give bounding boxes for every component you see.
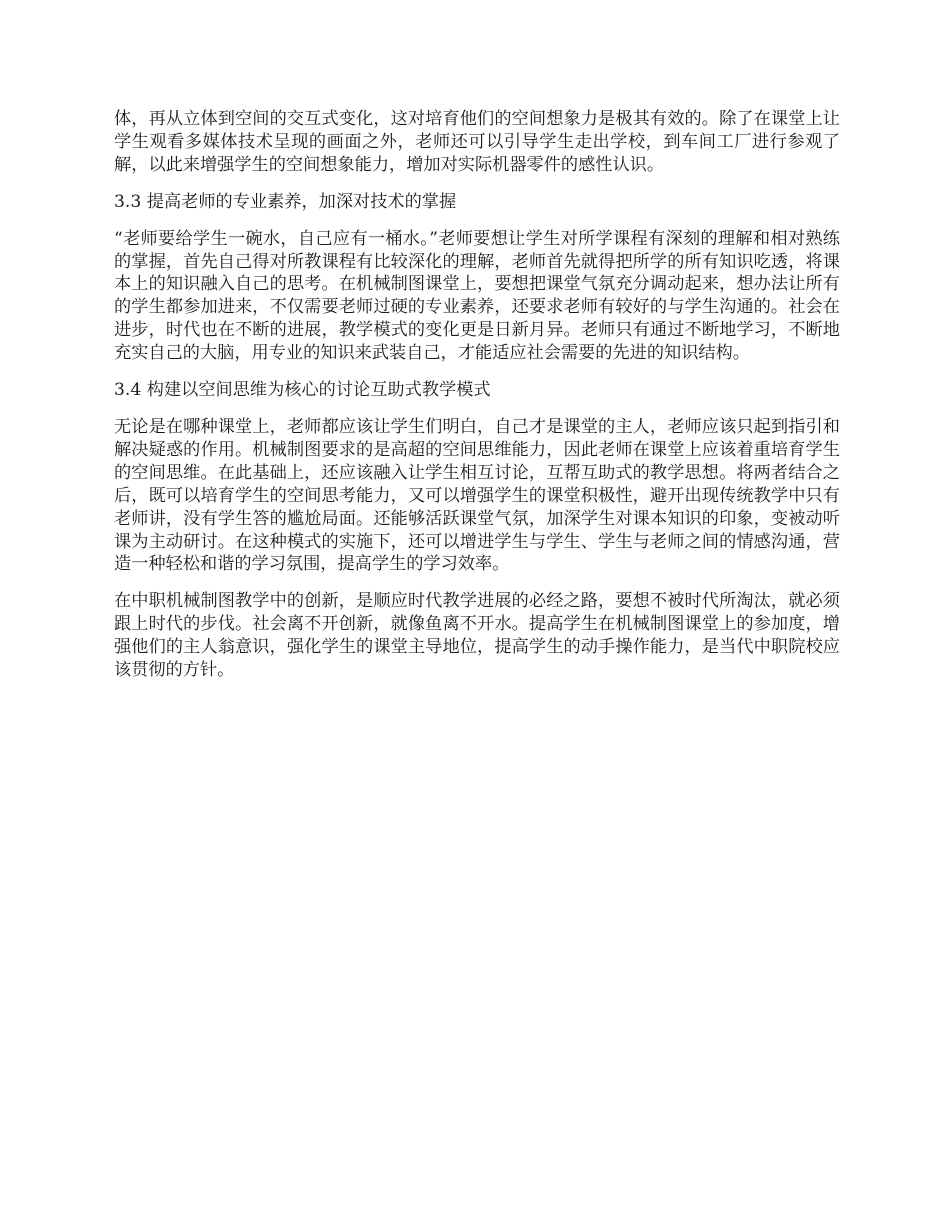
body-paragraph: “老师要给学生一碗水，自己应有一桶水。”老师要想让学生对所学课程有深刻的理解和相对熟练的掌握，首先自己得对所教课程有比较深化的理解，老师首先就得把所学的所有知识吃透，将课本上的知识融入自己的思考。在机械制图课堂上，要想把课堂气氛充分调动起来，想办法让所有的学生都参加进来，不仅需要老师过硬的专业素养，还要求老师有较好的与学生沟通的。社会在进步，时代也在不断的进展，教学模式的变化更是日新月异。老师只有通过不断地学习，不断地充实自己的大脑，用专业的知识来武装自己，才能适应社会需要的先进的知识结构。 [114, 228, 840, 364]
body-paragraph: 无论是在哪种课堂上，老师都应该让学生们明白，自己才是课堂的主人，老师应该只起到指引和解决疑惑的作用。机械制图要求的是高超的空间思维能力，因此老师在课堂上应该着重培育学生的空间思维。在此基础上，还应该融入让学生相互讨论，互帮互助式的教学思想。将两者结合之后，既可以培育学生的空间思考能力，又可以增强学生的课堂积极性，避开出现传统教学中只有老师讲，没有学生答的尴尬局面。还能够活跃课堂气氛，加深学生对课本知识的印象，变被动听课为主动研讨。在这种模式的实施下，还可以增进学生与学生、学生与老师之间的情感沟通，营造一种轻松和谐的学习氛围，提高学生的学习效率。 [114, 416, 840, 575]
section-heading-3-3: 3.3 提高老师的专业素养，加深对技术的掌握 [114, 191, 457, 212]
section-heading-3-4: 3.4 构建以空间思维为核心的讨论互助式教学模式 [114, 380, 491, 401]
body-paragraph: 在中职机械制图教学中的创新，是顺应时代教学进展的必经之路，要想不被时代所淘汰，就必须跟上时代的步伐。社会离不开创新，就像鱼离不开水。提高学生在机械制图课堂上的参加度，增强他们的主人翁意识，强化学生的课堂主导地位，提高学生的动手操作能力，是当代中职院校应该贯彻的方针。 [114, 591, 840, 681]
document-page [114, 108, 840, 696]
body-paragraph: 体，再从立体到空间的交互式变化，这对培育他们的空间想象力是极其有效的。除了在课堂上让学生观看多媒体技术呈现的画面之外，老师还可以引导学生走出学校，到车间工厂进行参观了解，以此来增强学生的空间想象能力，增加对实际机器零件的感性认识。 [114, 109, 840, 175]
